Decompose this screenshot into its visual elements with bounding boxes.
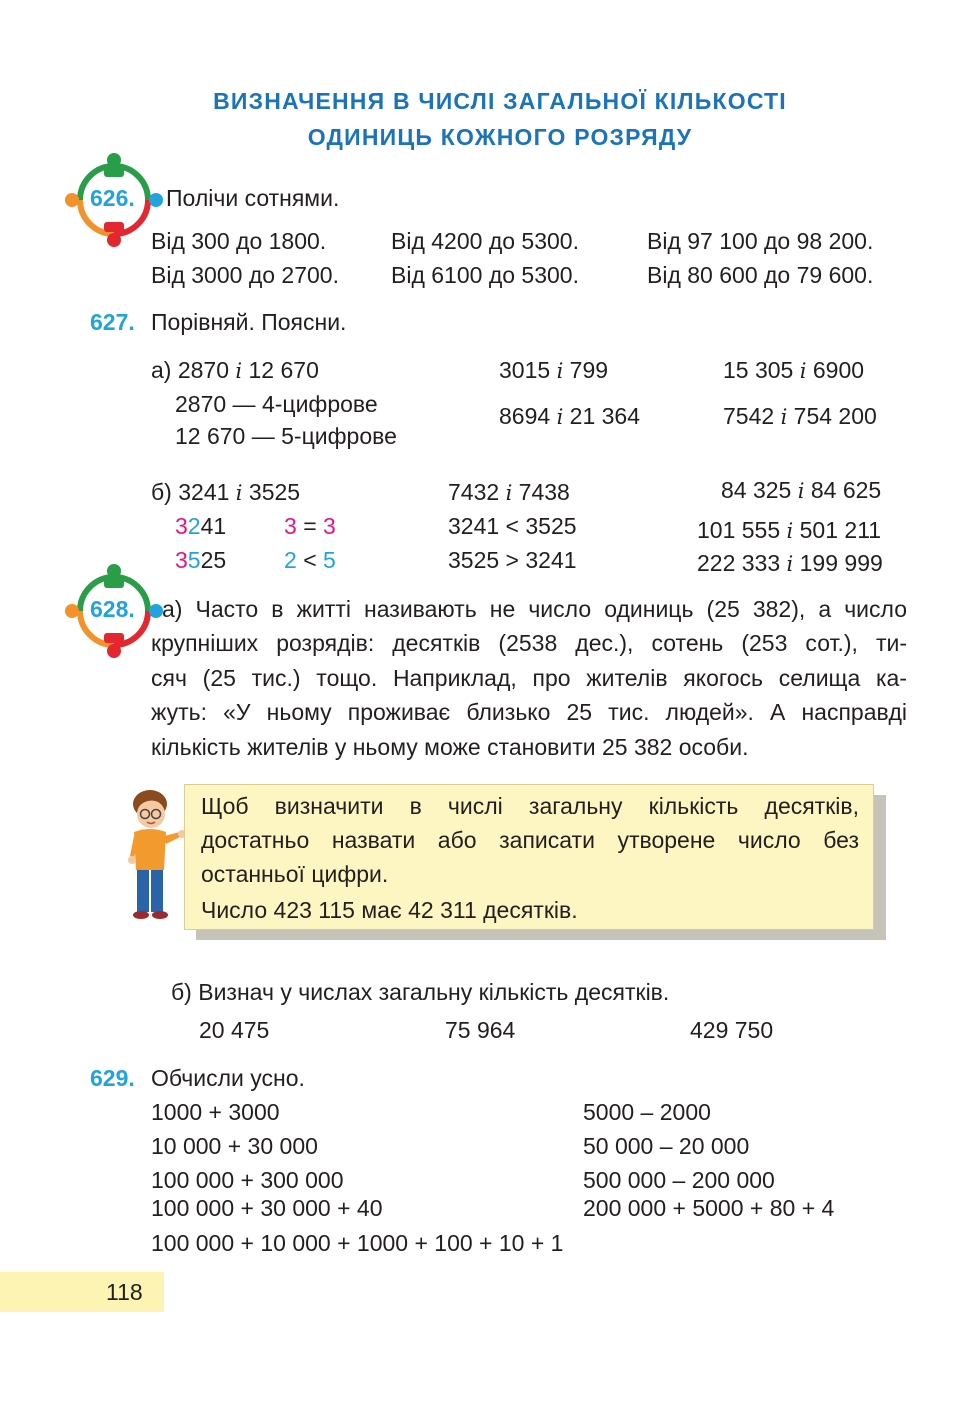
number-left: 101 555 bbox=[697, 517, 781, 543]
rule-line: Число 423 115 має 42 311 десятків. bbox=[201, 897, 578, 923]
paragraph-line: сяч (25 тис.) тощо. Наприклад, про жителів якогось селища ка- bbox=[151, 664, 907, 691]
number-left: 222 333 bbox=[697, 550, 781, 576]
task-628-paragraph-continued bbox=[151, 626, 907, 764]
task-627-number: 627. bbox=[90, 309, 135, 335]
rule-line: Щоб визначити в числі загальну кількість десятків, bbox=[201, 793, 859, 819]
digit-comparison bbox=[284, 547, 336, 574]
boy-illustration bbox=[120, 784, 190, 924]
comparison-sign: < bbox=[303, 547, 317, 573]
task-626-item: Від 97 100 до 98 200. bbox=[647, 228, 874, 254]
digit-breakdown bbox=[175, 513, 226, 540]
expression: 50 000 – 20 000 bbox=[583, 1133, 750, 1159]
part-label: б) bbox=[151, 479, 172, 505]
rule-line: достатньо назвати або записати утворене число без bbox=[201, 827, 859, 853]
conjunction: і bbox=[799, 359, 807, 383]
number-right: 501 211 bbox=[799, 517, 882, 543]
conjunction: і bbox=[786, 519, 794, 543]
compare-pair bbox=[723, 357, 864, 384]
number-right: 199 999 bbox=[799, 550, 883, 576]
comparison-result: 3241 < 3525 bbox=[448, 513, 577, 539]
compare-pair bbox=[721, 477, 881, 504]
compare-pair bbox=[723, 403, 877, 430]
comparison-result: 3525 > 3241 bbox=[448, 547, 577, 573]
task-627-prompt: Порівняй. Поясни. bbox=[151, 309, 347, 335]
compare-pair bbox=[499, 357, 608, 384]
highlight-digit: 3 bbox=[175, 513, 188, 539]
number-left: 7542 bbox=[723, 403, 775, 429]
number-left: 3015 bbox=[499, 357, 551, 383]
number-right: 6900 bbox=[812, 357, 865, 383]
number-right: 799 bbox=[569, 357, 609, 383]
number-right: 7438 bbox=[518, 479, 570, 505]
digit-comparison bbox=[284, 513, 336, 540]
number-left: 2870 bbox=[177, 357, 230, 383]
paragraph-line: а) Часто в житті називають не число одиниць (25 382), а число bbox=[162, 596, 907, 622]
compare-pair bbox=[697, 550, 883, 577]
number-right: 21 364 bbox=[569, 403, 641, 429]
rest-digits: 41 bbox=[200, 513, 227, 539]
number-right: 84 625 bbox=[810, 477, 882, 503]
task-626-item: Від 80 600 до 79 600. bbox=[647, 262, 874, 288]
expression: 10 000 + 30 000 bbox=[151, 1133, 318, 1159]
task-629-number: 629. bbox=[90, 1065, 135, 1091]
number-right: 3525 bbox=[248, 479, 301, 505]
conjunction: і bbox=[556, 359, 564, 383]
compare-pair bbox=[448, 479, 570, 506]
number-right: 12 670 bbox=[248, 357, 319, 383]
highlight-digit: 3 bbox=[284, 513, 297, 539]
number-left: 3241 bbox=[178, 479, 230, 505]
expression: 100 000 + 300 000 bbox=[151, 1167, 344, 1193]
task-628-number: 628. bbox=[90, 596, 135, 622]
compare-pair bbox=[151, 479, 300, 506]
expression: 100 000 + 10 000 + 1000 + 100 + 10 + 1 bbox=[151, 1230, 564, 1256]
rest-digits: 25 bbox=[200, 547, 227, 573]
number-item: 429 750 bbox=[690, 1017, 774, 1043]
paragraph-line: крупніших розрядів: десятків (2538 дес.), сотень (253 сот.), ти- bbox=[151, 630, 907, 656]
task-626-item: Від 3000 до 2700. bbox=[151, 262, 339, 288]
conjunction: і bbox=[235, 481, 243, 505]
number-right: 754 200 bbox=[793, 403, 877, 429]
conjunction: і bbox=[556, 405, 564, 429]
conjunction: і bbox=[786, 552, 794, 576]
expression: 500 000 – 200 000 bbox=[583, 1167, 775, 1193]
highlight-digit: 2 bbox=[284, 547, 297, 573]
task-628-paragraph bbox=[162, 592, 907, 627]
paragraph-line: жуть: «У ньому проживає близько 25 тис. людей». А насправді bbox=[151, 699, 907, 725]
compare-pair bbox=[151, 357, 319, 384]
highlight-digit: 2 bbox=[187, 513, 201, 539]
task-626-number: 626. bbox=[90, 185, 135, 211]
page-title-line-2: ОДИНИЦЬ КОЖНОГО РОЗРЯДУ bbox=[307, 124, 693, 150]
expression: 200 000 + 5000 + 80 + 4 bbox=[583, 1195, 835, 1221]
highlight-digit: 5 bbox=[187, 547, 201, 573]
task-626-prompt: Полічи сотнями. bbox=[166, 185, 340, 211]
rule-line: останньої цифри. bbox=[201, 861, 389, 887]
conjunction: і bbox=[780, 405, 788, 429]
number-left: 7432 bbox=[448, 479, 500, 505]
comparison-sign: = bbox=[303, 513, 317, 539]
compare-pair bbox=[697, 517, 881, 544]
highlight-digit: 3 bbox=[323, 513, 336, 539]
conjunction: і bbox=[235, 359, 243, 383]
digit-breakdown bbox=[175, 547, 226, 574]
number-item: 20 475 bbox=[199, 1017, 270, 1043]
page-number: 118 bbox=[106, 1279, 143, 1305]
task-626-item: Від 6100 до 5300. bbox=[391, 262, 579, 288]
compare-pair bbox=[499, 403, 640, 430]
highlight-digit: 3 bbox=[175, 547, 188, 573]
task-628-b-prompt: б) Визнач у числах загальну кількість десятків. bbox=[171, 979, 670, 1005]
number-left: 84 325 bbox=[721, 477, 792, 503]
part-label: а) bbox=[151, 357, 172, 383]
number-item: 75 964 bbox=[445, 1017, 516, 1043]
rule-box bbox=[184, 784, 874, 930]
conjunction: і bbox=[797, 479, 805, 503]
explanation-line: 2870 — 4-цифрове bbox=[175, 391, 378, 417]
page-title-line-1: ВИЗНАЧЕННЯ В ЧИСЛІ ЗАГАЛЬНОЇ КІЛЬКОСТІ bbox=[213, 88, 787, 114]
task-626-item: Від 300 до 1800. bbox=[151, 228, 327, 254]
explanation-line: 12 670 — 5-цифрове bbox=[175, 423, 397, 449]
expression: 5000 – 2000 bbox=[583, 1099, 711, 1125]
highlight-digit: 5 bbox=[323, 547, 336, 573]
expression: 100 000 + 30 000 + 40 bbox=[151, 1195, 383, 1221]
number-left: 8694 bbox=[499, 403, 551, 429]
number-left: 15 305 bbox=[723, 357, 794, 383]
conjunction: і bbox=[505, 481, 513, 505]
task-629-prompt: Обчисли усно. bbox=[151, 1065, 305, 1091]
paragraph-line: кількість жителів у ньому може становити 25 382 особи. bbox=[151, 733, 749, 760]
task-626-item: Від 4200 до 5300. bbox=[391, 228, 579, 254]
expression: 1000 + 3000 bbox=[151, 1099, 280, 1125]
